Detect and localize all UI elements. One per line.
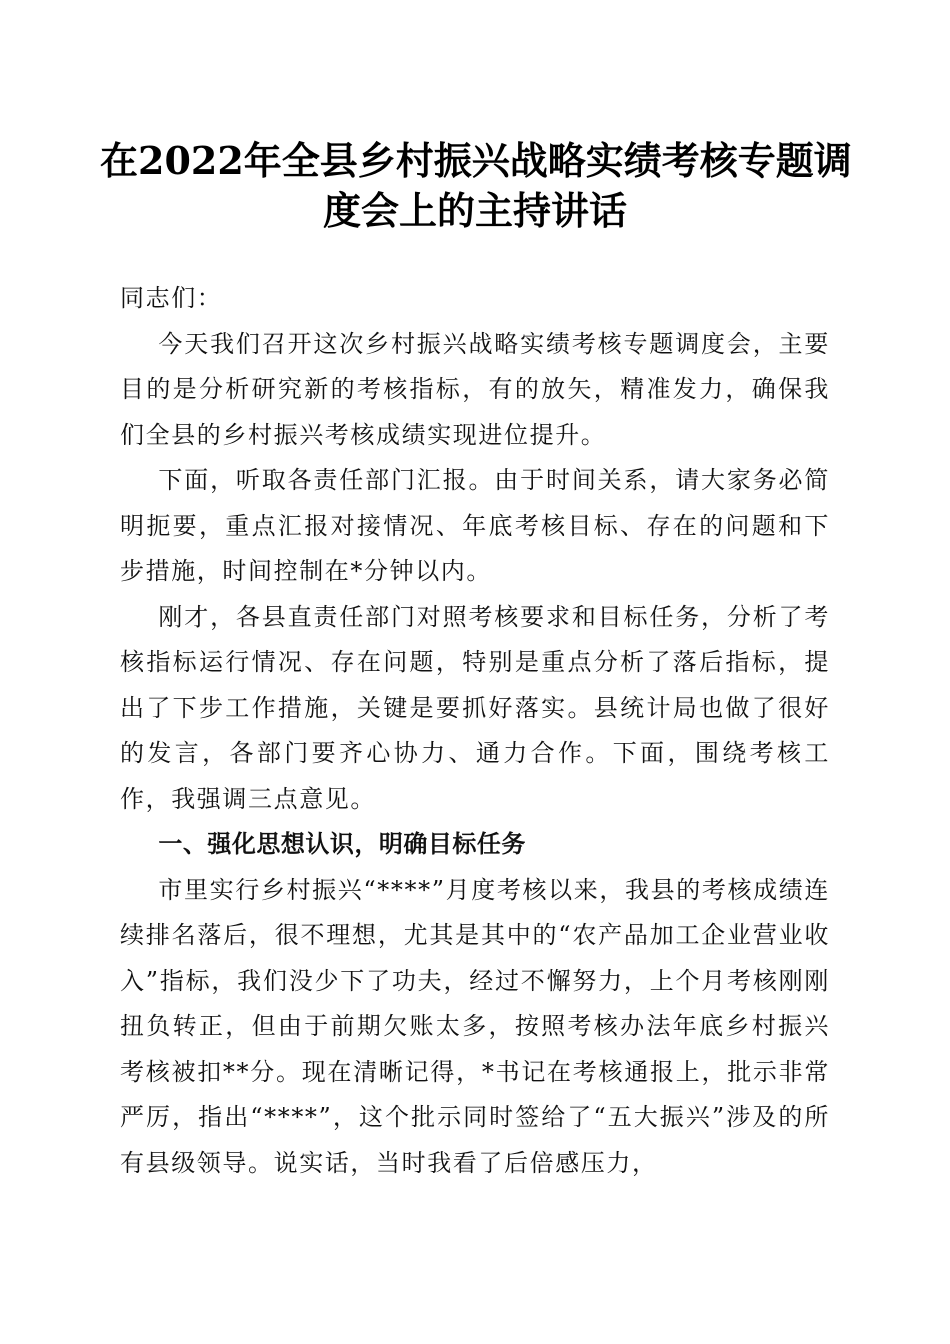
paragraph-report-request: 下面，听取各责任部门汇报。由于时间关系，请大家务必简明扼要，重点汇报对接情况、年底考核目标、存在的问题和下步措施，时间控制在*分钟以内。 xyxy=(120,466,830,585)
document-title xyxy=(100,136,850,236)
paragraph-section-1: 市里实行乡村振兴“****”月度考核以来，我县的考核成绩连续排名落后，很不理想，尤其是其中的“农产品加工企业营业收入”指标，我们没少下了功夫，经过不懈努力，上个月考核刚刚扭负转正，但由于前期欠账太多，按照考核办法年底乡村振兴考核被扣**分。现在清晰记得，*书记在考核通报上，批示非常严厉，指出“****”，这个批示同时签给了“五大振兴”涉及的所有县级领导。说实话，当时我看了后倍感压力， xyxy=(120,875,830,1177)
section-heading-1: 一、强化思想认识，明确目标任务 xyxy=(158,830,526,858)
title-line-2: 度会上的主持讲话 xyxy=(322,188,627,233)
paragraph-opening: 今天我们召开这次乡村振兴战略实绩考核专题调度会，主要目的是分析研究新的考核指标，有的放矢，精准发力，确保我们全县的乡村振兴考核成绩实现进位提升。 xyxy=(120,329,830,449)
paragraph-summary: 刚才，各县直责任部门对照考核要求和目标任务，分析了考核指标运行情况、存在问题，特别是重点分析了落后指标，提出了下步工作措施，关键是要抓好落实。县统计局也做了很好的发言，各部门要齐心协力、通力合作。下面，围绕考核工作，我强调三点意见。 xyxy=(120,602,830,813)
document-body xyxy=(120,276,830,1186)
salutation: 同志们： xyxy=(120,284,223,312)
title-line-1: 在2022年全县乡村振兴战略实绩考核专题调 xyxy=(100,138,852,183)
